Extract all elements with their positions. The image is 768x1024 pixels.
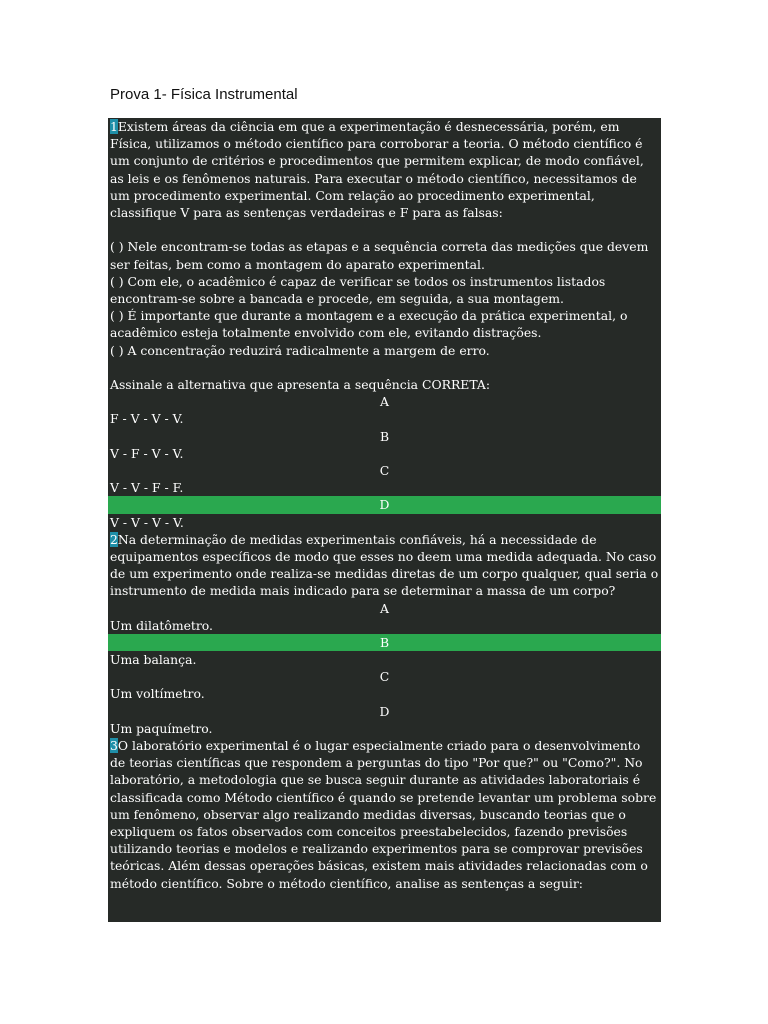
question-text: Existem áreas da ciência em que a experimentação é desnecessária, porém, em Física, utilizamos o método científico para corroborar a teoria. O método científico é um conjunto de critérios e procedimentos que permitem explicar, de modo confiável, as leis e os fenômenos naturais. Para executar o método científico, necessitamos de um procedimento experimental. Com relação ao procedimento experimental, classifique V para as sentenças verdadeiras e F para as falsas: [110, 119, 644, 221]
question-text: O laboratório experimental é o lugar especialmente criado para o desenvolvimento de teorias científicas que respondem a perguntas do tipo "Por que?" ou "Como?". No laboratório, a metodologia que se busca seguir durante as atividades laboratoriais é classificada como Método científico é quando se pretende levantar um problema sobre um fenômeno, observar algo realizando medidas diversas, buscando teorias que o expliquem os fatos observados com conceitos preestabelecidos, fazendo previsões utilizando teorias e modelos e realizando experimentos para se comprovar previsões teóricas. Além dessas operações básicas, existem mais atividades relacionadas com o método científico. Sobre o método científico, analise as sentenças a seguir: [110, 738, 657, 891]
statement: ( ) É importante que durante a montagem e a execução da prática experimental, o acadêmico esteja totalmente envolvido com ele, evitando distrações. [110, 308, 628, 341]
option-letter-c[interactable]: C [379, 669, 390, 685]
option-text-b[interactable]: Uma balança. [110, 652, 197, 668]
statement: ( ) Nele encontram-se todas as etapas e a sequência correta das medições que devem ser feitas, bem como a montagem do aparato experimental. [110, 239, 649, 272]
statement: ( ) Com ele, o acadêmico é capaz de verificar se todos os instrumentos listados encontram-se sobre a bancada e procede, em seguida, a sua montagem. [110, 273, 606, 307]
statement: ( ) A concentração reduzirá radicalmente a margem de erro. [110, 342, 490, 358]
question-2 [108, 531, 661, 600]
question-panel [108, 118, 661, 922]
option-text-c[interactable]: V - V - F - F. [110, 480, 184, 496]
option-letter-a[interactable]: A [380, 600, 389, 616]
spacer [108, 359, 661, 376]
question-number: 1 [110, 119, 118, 134]
question-1 [108, 118, 661, 221]
option-letter-d[interactable]: D [379, 703, 390, 719]
option-text-d[interactable]: Um paquímetro. [110, 720, 213, 736]
option-letter-b-selected[interactable]: B [108, 634, 661, 651]
question-prompt: Assinale a alternativa que apresenta a sequência CORRETA: [110, 377, 491, 393]
option-letter-c[interactable]: C [379, 462, 390, 478]
option-letter-d-selected[interactable]: D [108, 496, 661, 513]
option-text-a[interactable]: F - V - V - V. [110, 411, 184, 427]
page-title: Prova 1- Física Instrumental [110, 86, 298, 103]
option-text-d[interactable]: V - V - V - V. [110, 514, 184, 530]
option-text-b[interactable]: V - F - V - V. [110, 445, 184, 461]
question-number: 2 [110, 531, 118, 547]
question-3 [108, 737, 661, 892]
option-text-a[interactable]: Um dilatômetro. [110, 617, 213, 633]
option-letter-a[interactable]: A [380, 394, 389, 410]
option-letter-b[interactable]: B [379, 428, 390, 444]
option-text-c[interactable]: Um voltímetro. [110, 686, 205, 702]
question-number: 3 [110, 738, 118, 754]
question-text: Na determinação de medidas experimentais confiáveis, há a necessidade de equipamentos específicos de modo que esses no deem uma medida adequada. No caso de um experimento onde realiza-se medidas diretas de um corpo qualquer, qual seria o instrumento de medida mais indicado para se determinar a massa de um corpo? [110, 531, 659, 599]
spacer [108, 221, 661, 238]
